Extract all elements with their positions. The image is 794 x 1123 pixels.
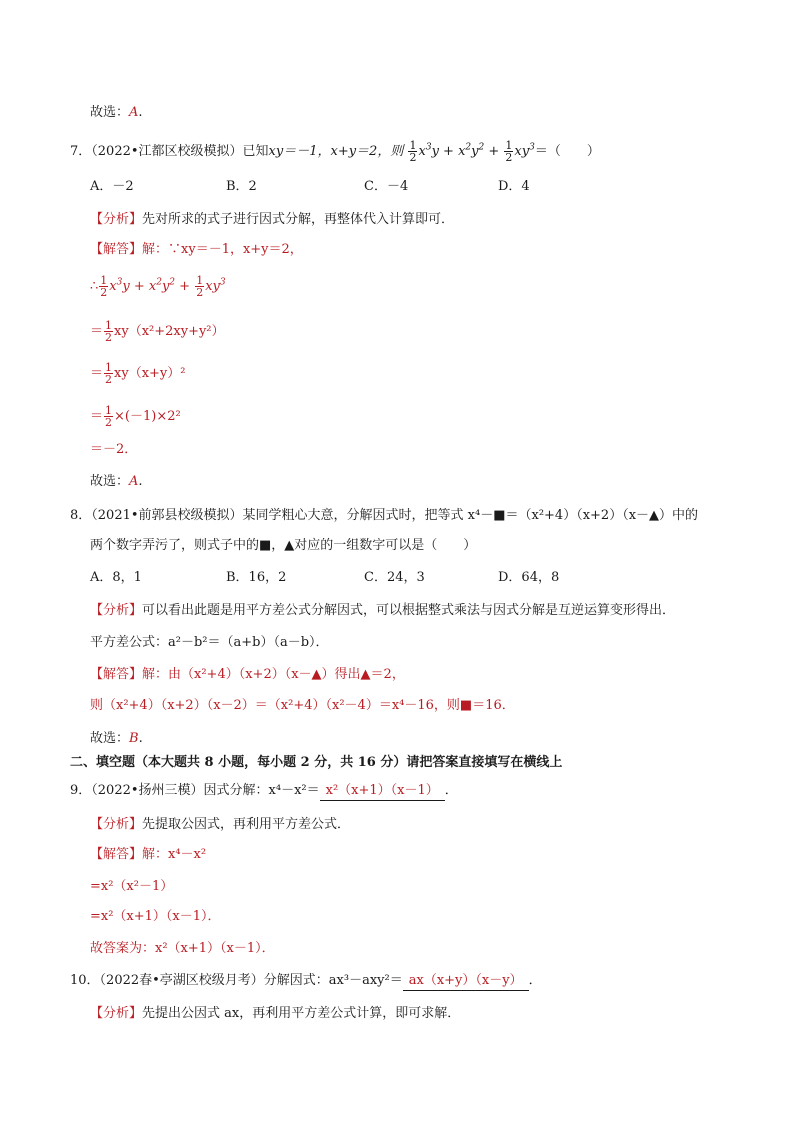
q6-choose-line: 故选：A. <box>90 105 143 120</box>
q7-analysis: 【分析】先对所求的式子进行因式分解，再整体代入计算即可． <box>90 212 455 227</box>
q7-step3: ＝ $\frac{1}{2}$ xy（x+y）² <box>90 361 186 386</box>
q9-analysis: 【分析】先提取公因式，再利用平方差公式． <box>90 817 351 832</box>
q7-step1: ∴ $\frac{1}{2}$ $x^3y + x^2y^2$ + $\frac{1}{2}$ $xy^3$ <box>90 274 226 299</box>
q9-answer: 故答案为：x²（x+1）（x－1）． <box>90 941 275 956</box>
q8-formula: 平方差公式：a²－b²＝（a+b）（a－b）． <box>90 635 329 650</box>
q8-option-b: B．16，2 <box>226 570 287 585</box>
q7-stem: 7．（2022•江都区校级模拟）已知xy＝－1，x+y＝2，则 $\frac{1}{2}$ $x^3y + x^2y^2$ + $\frac{1}{2}$ $xy^3=$（ ） <box>70 139 600 164</box>
q10-stem: 10．（2022春•亭湖区校级月考）分解因式：ax³－axy²＝ ax（x+y）（x－y） ． <box>70 972 542 991</box>
q7-step2: ＝ $\frac{1}{2}$ xy（x²+2xy+y²） <box>90 319 225 344</box>
q7-solution: 【解答】解：∵xy＝－1，x+y＝2， <box>90 242 303 257</box>
q8-option-c: C．24，3 <box>364 570 425 585</box>
section-2-title: 二、填空题（本大题共 8 小题，每小题 2 分，共 16 分）请把答案直接填写在横线上 <box>70 755 563 770</box>
q9-step1: =x²（x²－1） <box>90 879 174 894</box>
q9-stem: 9．（2022•扬州三模）因式分解：x⁴－x²＝ x²（x+1）（x－1） ． <box>70 782 458 801</box>
q8-option-a: A．8，1 <box>90 570 142 585</box>
q7-option-c: C．－4 <box>364 179 409 194</box>
q8-solution: 【解答】解：由（x²+4）（x+2）（x－▲）得出▲＝2， <box>90 667 405 682</box>
q7-option-d: D．4 <box>498 179 530 194</box>
q7-option-a: A．－2 <box>90 179 134 194</box>
q8-stem-1: 8．（2021•前郭县校级模拟）某同学粗心大意，分解因式时，把等式 x⁴－■＝（x²+4）（x+2）（x－▲）中的 <box>70 508 699 523</box>
q9-step2: =x²（x+1）（x－1）． <box>90 909 221 924</box>
q7-step4: ＝ $\frac{1}{2}$ ×(－1)×2² <box>90 404 181 429</box>
q10-answer-blank: ax（x+y）（x－y） <box>403 972 529 991</box>
q10-analysis: 【分析】先提出公因式 ax，再利用平方差公式计算，即可求解． <box>90 1006 461 1021</box>
fraction-half: $\frac{1}{2}$ <box>409 139 417 164</box>
q8-option-d: D．64，8 <box>498 570 560 585</box>
q8-choose-line: 故选：B. <box>90 731 143 746</box>
q7-choose-line: 故选：A. <box>90 474 143 489</box>
q8-stem-2: 两个数字弄污了，则式子中的■，▲对应的一组数字可以是（ ） <box>90 538 477 553</box>
fraction-half: $\frac{1}{2}$ <box>505 139 513 164</box>
q8-step: 则（x²+4）（x+2）（x－2）＝（x²+4）（x²－4）＝x⁴－16，则■＝16． <box>90 698 515 713</box>
q7-option-b: B．2 <box>226 179 257 194</box>
q9-answer-blank: x²（x+1）（x－1） <box>320 782 445 801</box>
q9-solution: 【解答】解：x⁴－x² <box>90 847 207 862</box>
q8-analysis: 【分析】可以看出此题是用平方差公式分解因式，可以根据整式乘法与因式分解是互逆运算变形得出． <box>90 603 676 618</box>
q7-step5: ＝－2． <box>90 442 138 457</box>
